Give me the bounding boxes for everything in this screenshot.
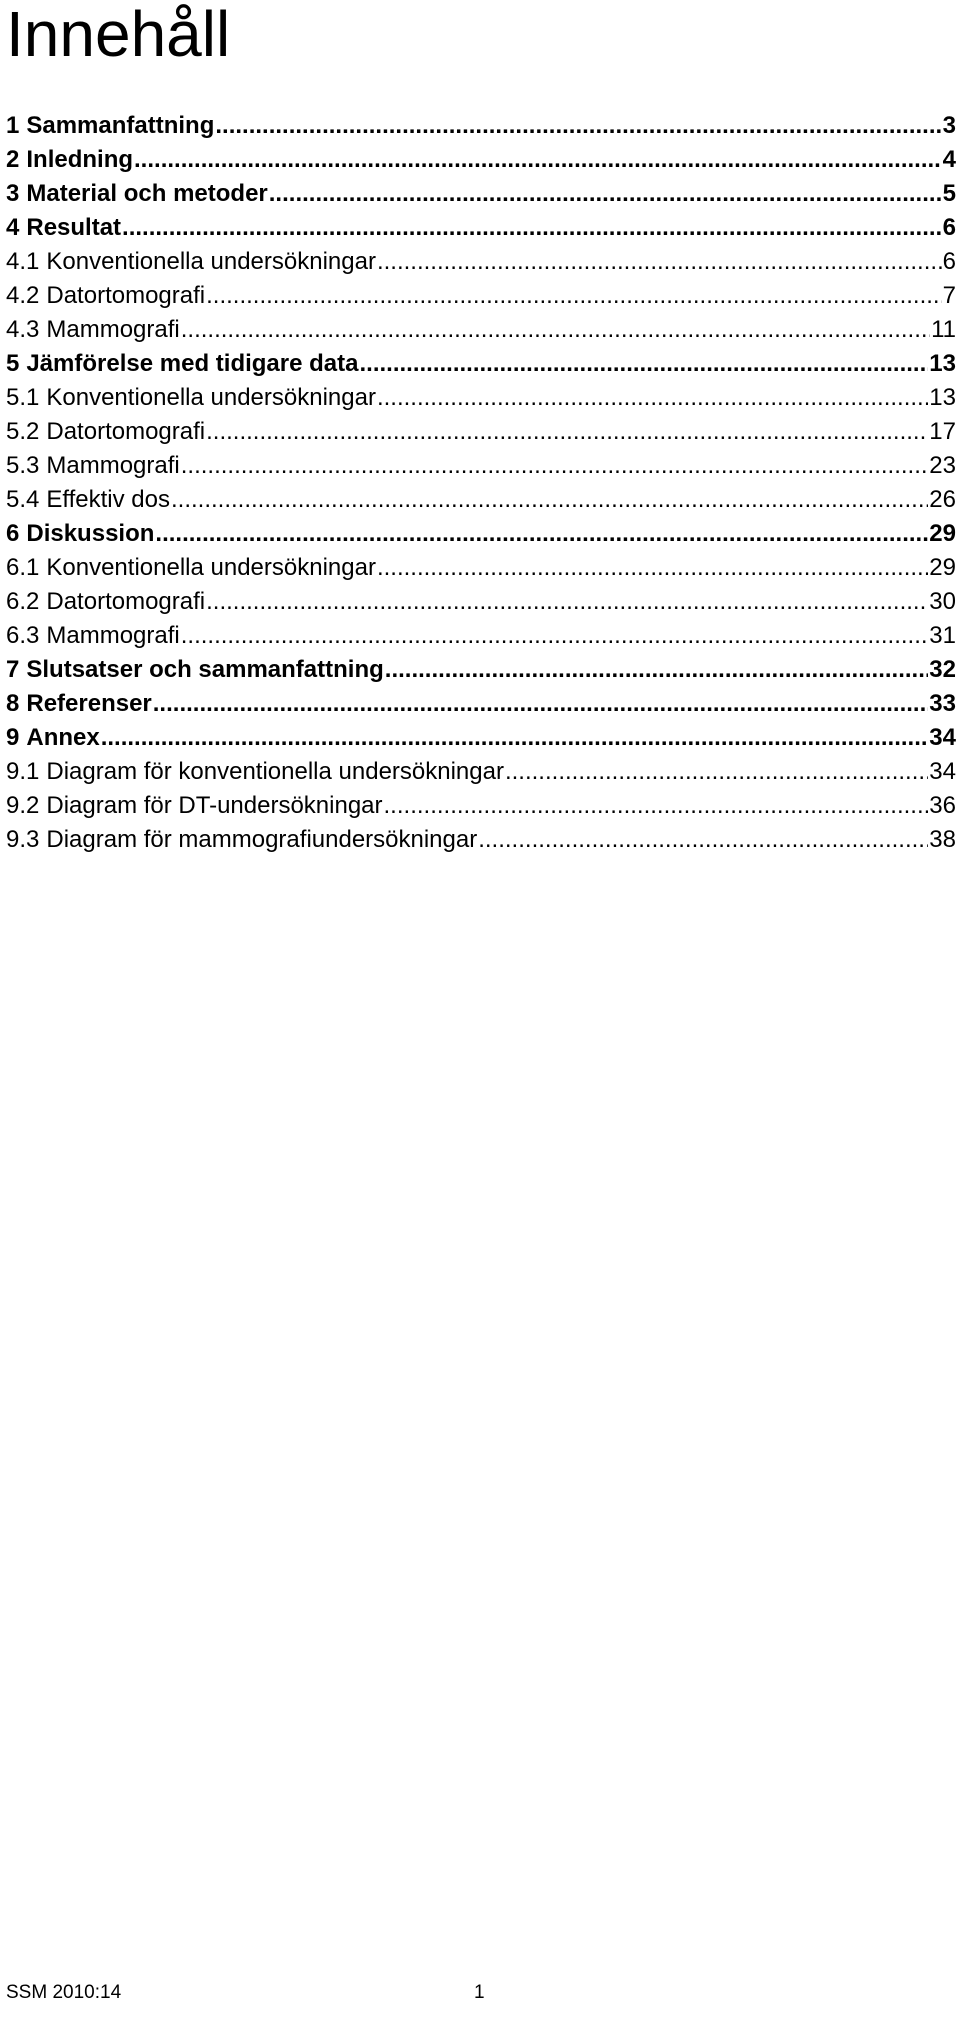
toc-entry-label [6,823,477,857]
toc-entry[interactable] [6,551,956,585]
toc-entry-label [6,449,180,483]
toc-entry-number: 6 [6,520,20,547]
toc-entry[interactable] [6,755,956,789]
toc-entry-title: Mammografi [46,452,180,479]
toc-entry-page: 34 [929,724,956,751]
toc-dot-leader [385,653,929,687]
toc-entry-number: 2 [6,146,20,173]
toc-entry-title: Diagram för mammografiundersökningar [46,826,478,853]
toc-dot-leader [377,551,928,585]
toc-entry[interactable] [6,449,956,483]
toc-entry-number: 5.1 [6,384,40,411]
toc-entry-number: 4 [6,214,20,241]
toc-entry-number: 4.2 [6,282,40,309]
toc-entry-title: Resultat [26,214,122,241]
toc-entry[interactable] [6,211,956,245]
toc-entry[interactable] [6,109,956,143]
toc-dot-leader [206,415,928,449]
toc-entry[interactable] [6,653,956,687]
toc-dot-leader [181,619,929,653]
toc-entry-page: 36 [929,792,956,819]
toc-entry[interactable] [6,381,956,415]
toc-entry-page: 6 [942,214,956,241]
toc-entry-label [6,789,383,823]
toc-dot-leader [478,823,928,857]
toc-dot-leader [384,789,929,823]
toc-entry-page: 13 [929,384,956,411]
toc-dot-leader [155,517,928,551]
toc-dot-leader [206,585,928,619]
toc-dot-leader [377,245,942,279]
toc-dot-leader [134,143,942,177]
toc-dot-leader [215,109,941,143]
toc-entry-number: 7 [6,656,20,683]
table-of-contents [6,109,956,857]
toc-entry-page: 38 [929,826,956,853]
toc-dot-leader [122,211,942,245]
toc-entry-number: 8 [6,690,20,717]
toc-dot-leader [181,449,929,483]
toc-dot-leader [505,755,928,789]
toc-entry-number: 5.2 [6,418,40,445]
toc-entry-label [6,245,376,279]
toc-entry-page: 3 [942,112,956,139]
toc-entry-number: 5.3 [6,452,40,479]
toc-entry-label [6,483,170,517]
toc-entry-page: 4 [942,146,956,173]
toc-entry-label [6,279,205,313]
toc-entry-title: Datortomografi [46,588,206,615]
footer-page-number: 1 [474,1982,485,2003]
toc-entry-number: 9.1 [6,758,40,785]
toc-entry-page: 5 [942,180,956,207]
toc-entry[interactable] [6,585,956,619]
toc-entry-label [6,721,100,755]
toc-entry-page: 26 [929,486,956,513]
toc-entry[interactable] [6,313,956,347]
toc-entry-page: 23 [929,452,956,479]
toc-entry-number: 6.3 [6,622,40,649]
toc-entry-label [6,211,121,245]
toc-entry-number: 1 [6,112,20,139]
toc-entry-label [6,517,154,551]
toc-entry-title: Datortomografi [46,282,206,309]
toc-entry-title: Mammografi [46,316,180,343]
toc-entry[interactable] [6,619,956,653]
toc-entry-label [6,585,205,619]
toc-entry-title: Slutsatser och sammanfattning [26,656,384,683]
toc-entry-page: 13 [929,350,956,377]
toc-entry-title: Diagram för DT-undersökningar [46,792,383,819]
toc-entry-title: Konventionella undersökningar [46,248,376,275]
toc-dot-leader [101,721,929,755]
toc-entry-page: 29 [929,554,956,581]
toc-entry[interactable] [6,347,956,381]
toc-entry-title: Annex [26,724,100,751]
toc-entry-number: 9.2 [6,792,40,819]
toc-entry-title: Konventionella undersökningar [46,384,376,411]
toc-entry-number: 9 [6,724,20,751]
toc-entry-page: 33 [929,690,956,717]
toc-dot-leader [377,381,928,415]
toc-entry-page: 11 [931,316,956,343]
toc-entry-title: Referenser [26,690,152,717]
toc-entry-page: 34 [929,758,956,785]
toc-entry-number: 4.1 [6,248,40,275]
toc-entry-number: 6.2 [6,588,40,615]
toc-entry-label [6,415,205,449]
toc-entry-title: Jämförelse med tidigare data [26,350,359,377]
toc-entry-label [6,619,180,653]
toc-dot-leader [181,313,930,347]
toc-entry-title: Material och metoder [26,180,268,207]
toc-entry[interactable] [6,483,956,517]
toc-entry[interactable] [6,789,956,823]
toc-entry-title: Datortomografi [46,418,206,445]
toc-entry-title: Sammanfattning [26,112,215,139]
toc-entry-label [6,755,504,789]
toc-entry-label [6,687,152,721]
page-title: Innehåll [6,0,231,70]
toc-entry-title: Inledning [26,146,134,173]
toc-entry-page: 30 [929,588,956,615]
toc-entry[interactable] [6,823,956,857]
toc-dot-leader [206,279,942,313]
toc-entry-title: Diskussion [26,520,155,547]
toc-entry-title: Mammografi [46,622,180,649]
toc-entry[interactable] [6,415,956,449]
toc-entry-page: 29 [929,520,956,547]
toc-entry-number: 6.1 [6,554,40,581]
toc-dot-leader [269,177,942,211]
toc-entry[interactable] [6,279,956,313]
toc-entry-label [6,653,384,687]
toc-dot-leader [171,483,928,517]
toc-entry-number: 3 [6,180,20,207]
toc-entry[interactable] [6,721,956,755]
toc-entry-label [6,109,214,143]
toc-entry-label [6,143,133,177]
toc-entry-page: 32 [929,656,956,683]
toc-dot-leader [359,347,928,381]
toc-entry-number: 5.4 [6,486,40,513]
toc-entry[interactable] [6,143,956,177]
toc-entry-page: 7 [942,282,956,309]
toc-entry-page: 17 [929,418,956,445]
toc-entry-label [6,313,180,347]
toc-entry-label [6,177,268,211]
toc-entry-page: 31 [929,622,956,649]
toc-entry[interactable] [6,245,956,279]
toc-entry[interactable] [6,687,956,721]
toc-entry-number: 4.3 [6,316,40,343]
toc-entry-label [6,551,376,585]
toc-entry-title: Diagram för konventionella undersökningar [46,758,504,785]
toc-entry[interactable] [6,177,956,211]
toc-entry[interactable] [6,517,956,551]
toc-entry-number: 5 [6,350,20,377]
toc-entry-number: 9.3 [6,826,40,853]
toc-entry-label [6,381,376,415]
toc-entry-page: 6 [942,248,956,275]
toc-dot-leader [153,687,929,721]
toc-entry-label [6,347,358,381]
footer-report-reference: SSM 2010:14 [6,1982,122,2003]
toc-entry-title: Konventionella undersökningar [46,554,376,581]
toc-entry-title: Effektiv dos [46,486,170,513]
